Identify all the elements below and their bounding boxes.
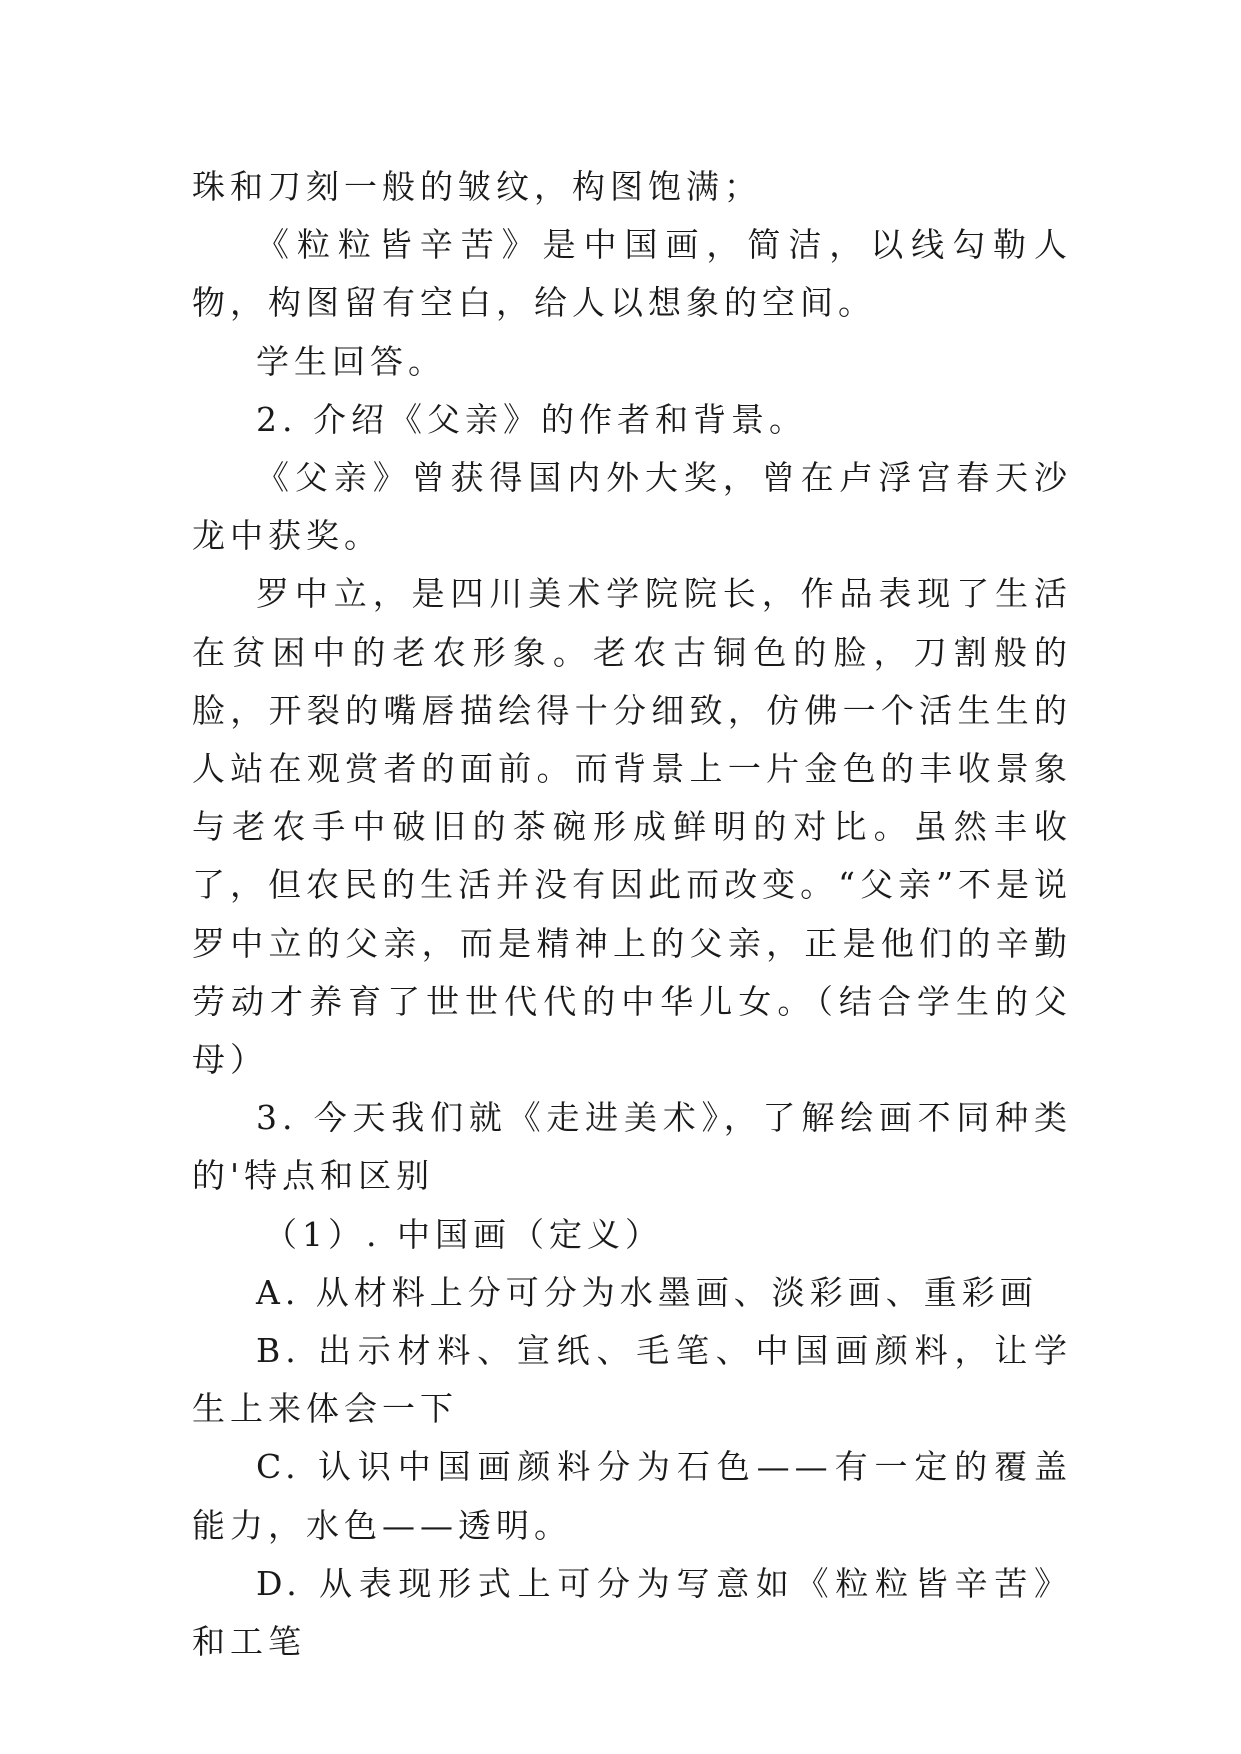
- paragraph-item-d: D. 从表现形式上可分为写意如《粒粒皆辛苦》和工笔: [192, 1563, 1072, 1662]
- document-body: [192, 158, 1072, 1671]
- paragraph-luozhongli: 罗中立，是四川美术学院院长，作品表现了生活在贫困中的老农形象。老农古铜色的脸，刀割般的脸，开裂的嘴唇描绘得十分细致，仿佛一个活生生的人站在观赏者的面前。而背景上一片金色的丰收景象与老农手中破旧的茶碗形成鲜明的对比。虽然丰收了，但农民的生活并没有因此而改变。“父亲”不是说罗中立的父亲，而是精神上的父亲，正是他们的辛勤劳动才养育了世世代代的中华儿女。（结合学生的父母）: [192, 574, 1072, 1080]
- paragraph-item-c: C. 认识中国画颜料分为石色——有一定的覆盖能力，水色——透明。: [192, 1447, 1072, 1545]
- paragraph-student-answer: 学生回答。: [256, 341, 446, 381]
- paragraph-item-3: 3. 今天我们就《走进美术》，了解绘画不同种类的'特点和区别: [192, 1098, 1072, 1196]
- paragraph-subitem-1: （1）. 中国画（定义）: [264, 1214, 663, 1254]
- paragraph-lilijiexinku: 《粒粒皆辛苦》是中国画，简洁，以线勾勒人物，构图留有空白，给人以想象的空间。: [192, 225, 1072, 323]
- paragraph-continuation: 珠和刀刻一般的皱纹，构图饱满；: [192, 167, 762, 206]
- paragraph-item-2: 2. 介绍《父亲》的作者和背景。: [256, 399, 807, 439]
- paragraph-item-a: A. 从材料上分可分为水墨画、淡彩画、重彩画: [256, 1272, 1038, 1312]
- paragraph-item-b: B. 出示材料、宣纸、毛笔、中国画颜料，让学生上来体会一下: [192, 1331, 1072, 1429]
- paragraph-award: 《父亲》曾获得国内外大奖，曾在卢浮宫春天沙龙中获奖。: [192, 458, 1072, 556]
